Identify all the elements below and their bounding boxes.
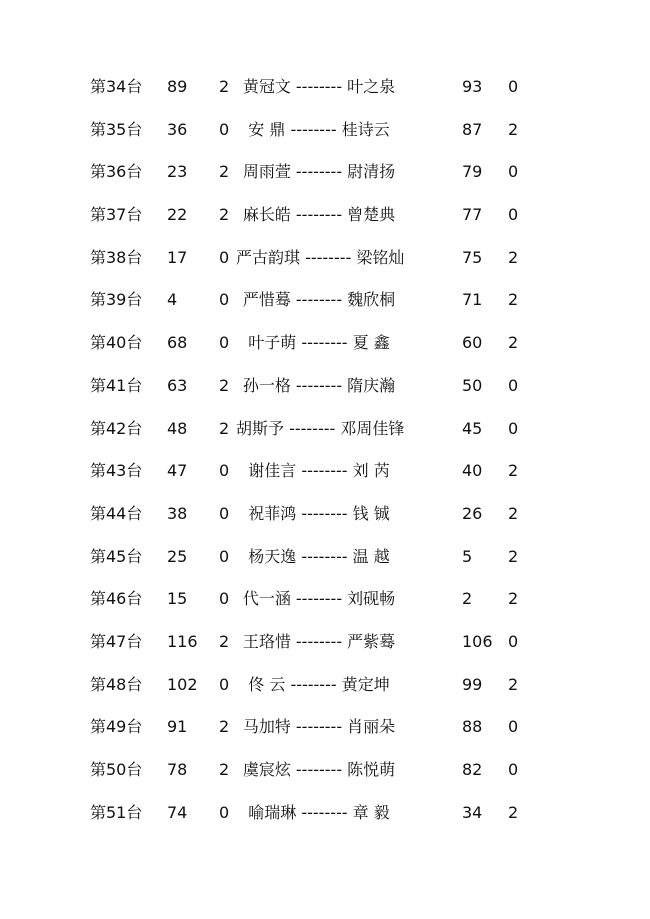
player-b-score: 0 [508, 77, 519, 96]
player-a-seed: 47 [167, 461, 188, 481]
player-a-seed: 68 [167, 333, 188, 353]
table-number: 第47台 [90, 631, 143, 651]
player-a-score: 0 [219, 461, 230, 481]
player-b-seed: 93 [462, 77, 483, 96]
table-number: 第35台 [90, 119, 143, 139]
player-b-score: 2 [508, 247, 519, 267]
player-a-score: 0 [219, 589, 230, 609]
pairing-row [0, 749, 650, 792]
player-b-score: 2 [508, 290, 519, 310]
table-number: 第44台 [90, 503, 143, 523]
player-b-score: 0 [508, 418, 519, 438]
player-b-score: 2 [508, 119, 519, 139]
table-number: 第45台 [90, 546, 143, 566]
player-b-score: 2 [508, 461, 519, 481]
pairing-row [0, 408, 650, 451]
player-b-score: 2 [508, 674, 519, 694]
table-number: 第41台 [90, 375, 143, 395]
pairing-row [0, 493, 650, 536]
player-a-seed: 4 [167, 290, 178, 310]
player-a-score: 0 [219, 247, 230, 267]
match-players: 佟 云 -------- 黄定坤 [248, 674, 390, 694]
player-a-score: 2 [219, 162, 230, 182]
player-b-seed: 79 [462, 162, 483, 182]
player-b-score: 2 [508, 546, 519, 566]
player-a-score: 0 [219, 503, 230, 523]
player-b-seed: 34 [462, 802, 483, 822]
table-number: 第39台 [90, 290, 143, 310]
player-a-score: 2 [219, 631, 230, 651]
player-b-score: 0 [508, 631, 519, 651]
player-b-score: 2 [508, 802, 519, 822]
player-b-score: 0 [508, 375, 519, 395]
player-a-seed: 38 [167, 503, 188, 523]
player-b-score: 0 [508, 205, 519, 225]
pairing-row [0, 664, 650, 707]
player-b-score: 0 [508, 162, 519, 182]
match-players: 叶子萌 -------- 夏 鑫 [248, 333, 390, 353]
pairing-row [0, 322, 650, 365]
table-number: 第40台 [90, 333, 143, 353]
player-b-seed: 26 [462, 503, 483, 523]
match-players: 周雨萱 -------- 尉清扬 [242, 162, 396, 182]
match-players: 代一涵 -------- 刘砚畅 [242, 589, 396, 609]
match-players: 安 鼎 -------- 桂诗云 [248, 119, 390, 139]
match-players: 马加特 -------- 肖丽朵 [242, 717, 396, 737]
player-a-seed: 15 [167, 589, 188, 609]
player-a-score: 2 [219, 205, 230, 225]
player-b-seed: 50 [462, 375, 483, 395]
player-a-score: 0 [219, 802, 230, 822]
player-b-seed: 60 [462, 333, 483, 353]
match-players: 严古韵琪 -------- 梁铭灿 [236, 247, 405, 267]
match-players: 虞宸炫 -------- 陈悦萌 [242, 760, 396, 779]
pairing-row [0, 279, 650, 322]
player-b-seed: 99 [462, 674, 483, 694]
match-players: 祝菲鸿 -------- 钱 铖 [248, 503, 390, 523]
player-a-score: 2 [219, 418, 230, 438]
player-a-seed: 89 [167, 77, 188, 96]
player-a-score: 2 [219, 77, 230, 96]
player-a-seed: 36 [167, 119, 188, 139]
player-b-score: 0 [508, 760, 519, 779]
player-a-score: 2 [219, 717, 230, 737]
table-number: 第51台 [90, 802, 143, 822]
pairing-row [0, 536, 650, 579]
player-b-seed: 88 [462, 717, 483, 737]
pairing-row [0, 450, 650, 493]
pairing-row [0, 66, 650, 109]
pairing-row [0, 792, 650, 835]
table-number: 第49台 [90, 717, 143, 737]
pairing-row [0, 151, 650, 194]
pairings-list [0, 66, 650, 834]
player-b-seed: 77 [462, 205, 483, 225]
player-b-seed: 45 [462, 418, 483, 438]
player-a-seed: 102 [167, 674, 198, 694]
player-b-seed: 87 [462, 119, 483, 139]
player-a-seed: 23 [167, 162, 188, 182]
pairing-row [0, 237, 650, 280]
player-a-score: 0 [219, 674, 230, 694]
player-b-score: 2 [508, 333, 519, 353]
player-a-seed: 25 [167, 546, 188, 566]
pairing-row [0, 706, 650, 749]
match-players: 王珞惜 -------- 严紫蓦 [242, 631, 396, 651]
table-number: 第38台 [90, 247, 143, 267]
match-players: 杨天逸 -------- 温 越 [248, 546, 390, 566]
player-a-seed: 74 [167, 802, 188, 822]
player-b-score: 2 [508, 589, 519, 609]
player-b-seed: 82 [462, 760, 483, 779]
player-a-seed: 63 [167, 375, 188, 395]
player-a-seed: 78 [167, 760, 188, 779]
player-a-seed: 22 [167, 205, 188, 225]
pairing-row [0, 109, 650, 152]
player-b-seed: 75 [462, 247, 483, 267]
table-number: 第42台 [90, 418, 143, 438]
table-number: 第48台 [90, 674, 143, 694]
player-a-score: 0 [219, 546, 230, 566]
player-b-score: 2 [508, 503, 519, 523]
player-a-seed: 48 [167, 418, 188, 438]
table-number: 第46台 [90, 589, 143, 609]
player-b-seed: 2 [462, 589, 473, 609]
player-a-score: 0 [219, 119, 230, 139]
player-a-seed: 91 [167, 717, 188, 737]
table-number: 第43台 [90, 461, 143, 481]
player-a-score: 2 [219, 375, 230, 395]
player-b-seed: 40 [462, 461, 483, 481]
pairing-row [0, 621, 650, 664]
player-b-seed: 106 [462, 631, 493, 651]
player-b-score: 0 [508, 717, 519, 737]
player-a-score: 2 [219, 760, 230, 779]
pairing-row [0, 194, 650, 237]
match-players: 孙一格 -------- 隋庆瀚 [242, 375, 396, 395]
table-number: 第36台 [90, 162, 143, 182]
player-b-seed: 71 [462, 290, 483, 310]
player-b-seed: 5 [462, 546, 473, 566]
match-players: 胡斯予 -------- 邓周佳锋 [236, 418, 405, 438]
table-number: 第34台 [90, 77, 143, 96]
match-players: 黄冠文 -------- 叶之泉 [242, 77, 396, 96]
table-number: 第37台 [90, 205, 143, 225]
player-a-seed: 17 [167, 247, 188, 267]
player-a-seed: 116 [167, 631, 198, 651]
player-a-score: 0 [219, 333, 230, 353]
match-players: 谢佳言 -------- 刘 芮 [248, 461, 390, 481]
pairing-row [0, 365, 650, 408]
match-players: 喻瑞琳 -------- 章 毅 [248, 802, 390, 822]
match-players: 严惜蓦 -------- 魏欣桐 [242, 290, 396, 310]
pairing-row [0, 578, 650, 621]
match-players: 麻长皓 -------- 曾楚典 [242, 205, 396, 225]
player-a-score: 0 [219, 290, 230, 310]
table-number: 第50台 [90, 760, 143, 779]
